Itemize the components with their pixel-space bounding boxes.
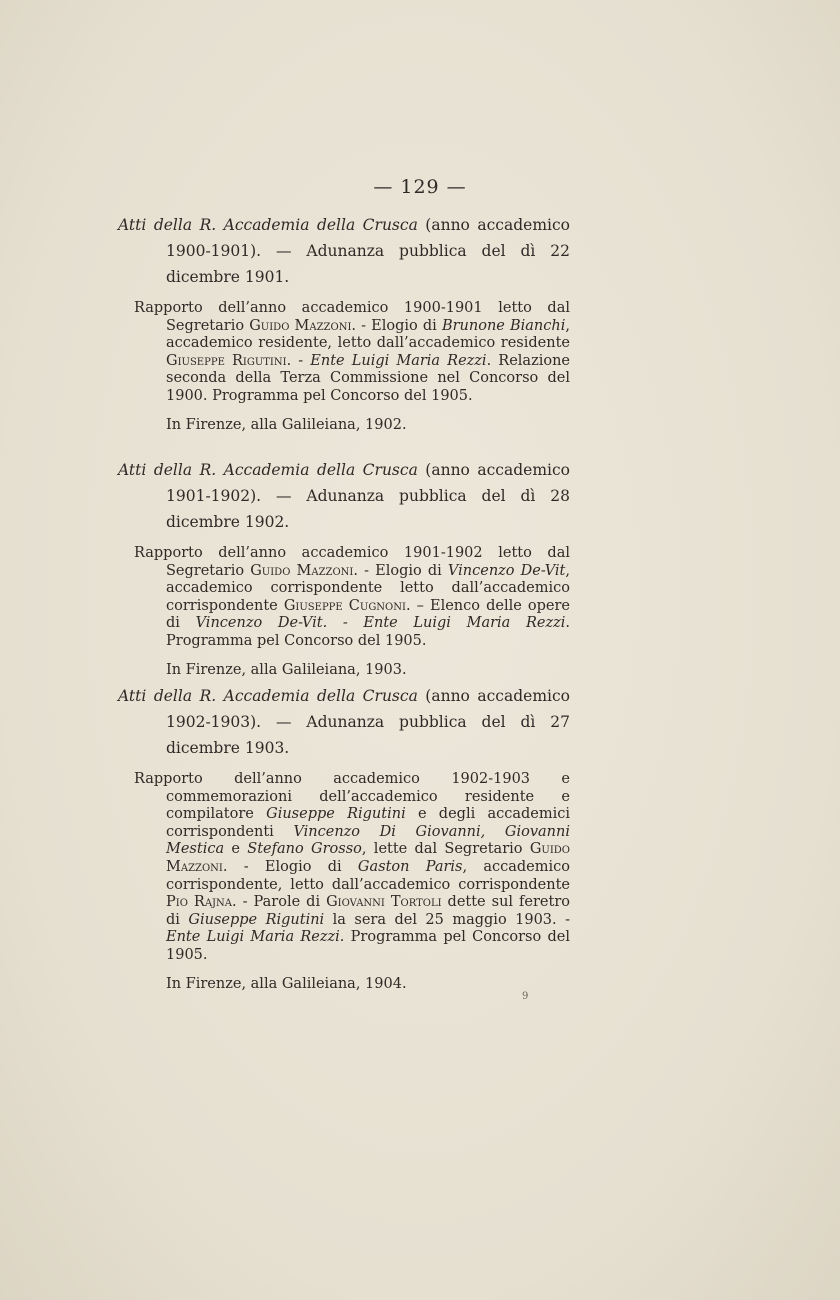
author-name: Guido Mazzoni [166, 841, 570, 875]
entry-title: Atti della R. Accademia della Crusca [118, 461, 418, 479]
italic-name: Vincenzo De-Vit [447, 562, 566, 579]
description-text: , lette dal Segretario [361, 841, 530, 858]
description-text: Rapporto dell’anno accademico 1901-1902 letto dal Segretario [134, 545, 570, 579]
italic-name: Giuseppe Rigutini [188, 911, 325, 928]
entry-title: Atti della R. Accademia della Crusca [118, 687, 418, 705]
page-number: — 129 — [373, 176, 467, 198]
entry-description [118, 300, 570, 406]
bibliography-entry [118, 212, 570, 434]
description-text: dette sul feretro di [166, 894, 571, 928]
entry-imprint: In Firenze, alla Galileiana, 1903. [166, 661, 407, 678]
italic-name: Vincenzo De-Vit. - Ente Luigi Maria Rezzi [195, 615, 566, 632]
description-text: . - Parole di [232, 894, 327, 911]
entry-heading-rest: (anno accademico 1900-1901). — Adunanza pubblica del dì 22 dicembre 1901. [166, 216, 570, 286]
description-text: e [224, 841, 248, 858]
description-text: la sera del 25 maggio 1903. - [324, 911, 571, 928]
author-name: Giovanni Tortoli [326, 894, 442, 911]
description-text: . - [286, 352, 311, 369]
author-name: Pio Rajna [166, 894, 233, 911]
description-text: . - Elogio di [353, 562, 448, 579]
entry-description [118, 545, 570, 651]
bibliography-entry [118, 683, 570, 993]
entry-title: Atti della R. Accademia della Crusca [118, 216, 418, 234]
description-text: . - Elogio di [351, 317, 442, 334]
description-text: , accademico residente, letto dall’accademico residente [166, 317, 570, 352]
entry-description [118, 771, 570, 965]
entry-heading [118, 212, 570, 290]
entry-imprint: In Firenze, alla Galileiana, 1902. [166, 416, 407, 433]
italic-name: Stefano Grosso [247, 841, 362, 858]
author-name: Giuseppe Cugnoni [283, 597, 406, 614]
entry-heading-rest: (anno accademico 1902-1903). — Adunanza pubblica del dì 27 dicembre 1903. [166, 687, 570, 757]
description-text: . - Elogio di [222, 858, 358, 875]
description-text: . – Elenco delle opere di [166, 597, 570, 632]
description-text: . Relazione seconda della Terza Commissione nel Concorso del 1900. Programma pel Concorso del 1905. [166, 352, 570, 404]
author-name: Guido Mazzoni [250, 562, 354, 579]
italic-name: Giuseppe Rigutini [266, 806, 406, 823]
italic-name: Gaston Paris [357, 858, 463, 875]
signature-mark: 9 [522, 991, 529, 1002]
bibliography-entry [118, 457, 570, 679]
description-text: e degli accademici corrispondenti [166, 806, 570, 840]
description-text: , accademico corrispondente, letto dall’accademico corrispondente [166, 858, 570, 893]
italic-name: Vincenzo Di Giovanni, Giovanni Mestica [166, 823, 570, 858]
italic-name: Ente Luigi Maria Rezzi [166, 929, 340, 946]
description-text: Rapporto dell’anno accademico 1900-1901 letto dal Segretario [134, 300, 570, 334]
entry-heading [118, 457, 570, 535]
description-text: Rapporto dell’anno accademico 1902-1903 e commemorazioni dell’accademico residente e compilatore [134, 771, 570, 823]
italic-name: Brunone Bianchi [441, 317, 566, 334]
description-text: , accademico corrispondente letto dall’accademico corrispondente [166, 562, 570, 614]
description-text: . Programma pel Concorso del 1905. [166, 615, 570, 649]
entry-heading-rest: (anno accademico 1901-1902). — Adunanza pubblica del dì 28 dicembre 1902. [166, 461, 570, 531]
italic-name: Ente Luigi Maria Rezzi [310, 352, 487, 369]
entry-heading [118, 683, 570, 761]
description-text: . Programma pel Concorso del 1905. [166, 929, 570, 963]
author-name: Guido Mazzoni [249, 317, 352, 334]
entry-imprint: In Firenze, alla Galileiana, 1904. [166, 975, 407, 992]
author-name: Giuseppe Rigutini [166, 352, 287, 369]
